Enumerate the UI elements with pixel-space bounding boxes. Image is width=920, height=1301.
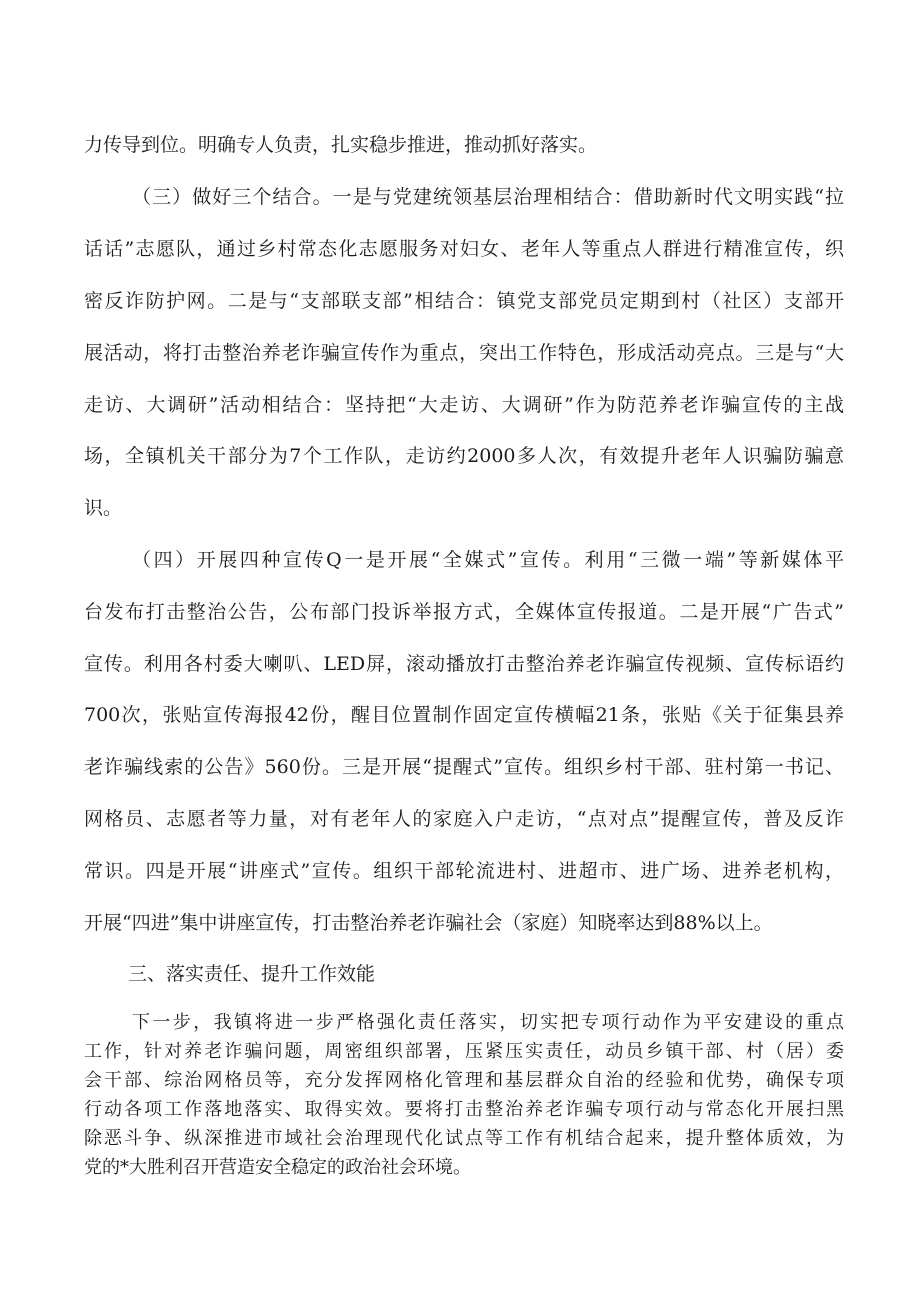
paragraph-line: 场，全镇机关干部分为7个工作队，走访约2000多人次，有效提升老年人识骗防骗意 — [84, 445, 844, 467]
paragraph-line: 700次，张贴宣传海报42份，醒目位置制作固定宣传横幅21条，张贴《关于征集县养 — [84, 704, 844, 726]
paragraph-line: 密反诈防护网。二是与“支部联支部”相结合：镇党支部党员定期到村（社区）支部开 — [84, 290, 844, 312]
paragraph-line: 行动各项工作落地落实、取得实效。要将打击整治养老诈骗专项行动与常态化开展扫黑 — [84, 1099, 844, 1120]
paragraph-line: 除恶斗争、纵深推进市域社会治理现代化试点等工作有机结合起来，提升整体质效，为 — [84, 1128, 844, 1149]
paragraph-line: 下一步，我镇将进一步严格强化责任落实，切实把专项行动作为平安建设的重点 — [132, 1012, 844, 1033]
paragraph-line: 话话”志愿队，通过乡村常态化志愿服务对妇女、老年人等重点人群进行精准宣传，织 — [84, 238, 844, 260]
paragraph-line: 识。 — [84, 497, 123, 519]
section-heading: 三、落实责任、提升工作效能 — [128, 963, 376, 985]
paragraph-line: 会干部、综治网格员等，充分发挥网格化管理和基层群众自治的经验和优势，确保专项 — [84, 1070, 844, 1091]
paragraph-line: 宣传。利用各村委大喇叭、LED屏，滚动播放打击整治养老诈骗宣传视频、宣传标语约 — [84, 653, 844, 675]
paragraph-line: 台发布打击整治公告，公布部门投诉举报方式，全媒体宣传报道。二是开展“广告式” — [84, 601, 844, 623]
paragraph-line: 老诈骗线索的公告》560份。三是开展“提醒式”宣传。组织乡村干部、驻村第一书记、 — [84, 756, 844, 778]
paragraph-line: 常识。四是开展“讲座式”宣传。组织干部轮流进村、进超市、进广场、进养老机构， — [84, 860, 844, 882]
paragraph-line: 力传导到位。明确专人负责，扎实稳步推进，推动抓好落实。 — [84, 134, 598, 156]
paragraph-line: （四）开展四种宣传Q一是开展“全媒式”宣传。利用“三微一端”等新媒体平 — [132, 549, 844, 571]
paragraph-line: 开展“四进”集中讲座宣传，打击整治养老诈骗社会（家庭）知晓率达到88%以上。 — [84, 912, 773, 934]
paragraph-line: 展活动，将打击整治养老诈骗宣传作为重点，突出工作特色，形成活动亮点。三是与“大 — [84, 342, 844, 364]
paragraph-line: 走访、大调研”活动相结合：坚持把“大走访、大调研”作为防范养老诈骗宣传的主战 — [84, 394, 844, 416]
paragraph-line: （三）做好三个结合。一是与党建统领基层治理相结合：借助新时代文明实践“拉 — [132, 186, 844, 208]
paragraph-line: 党的*大胜利召开营造安全稳定的政治社会环境。 — [84, 1157, 471, 1178]
paragraph-line: 工作，针对养老诈骗问题，周密组织部署，压紧压实责任，动员乡镇干部、村（居）委 — [84, 1041, 844, 1062]
paragraph-line: 网格员、志愿者等力量，对有老年人的家庭入户走访，“点对点”提醒宣传，普及反诈 — [84, 808, 844, 830]
